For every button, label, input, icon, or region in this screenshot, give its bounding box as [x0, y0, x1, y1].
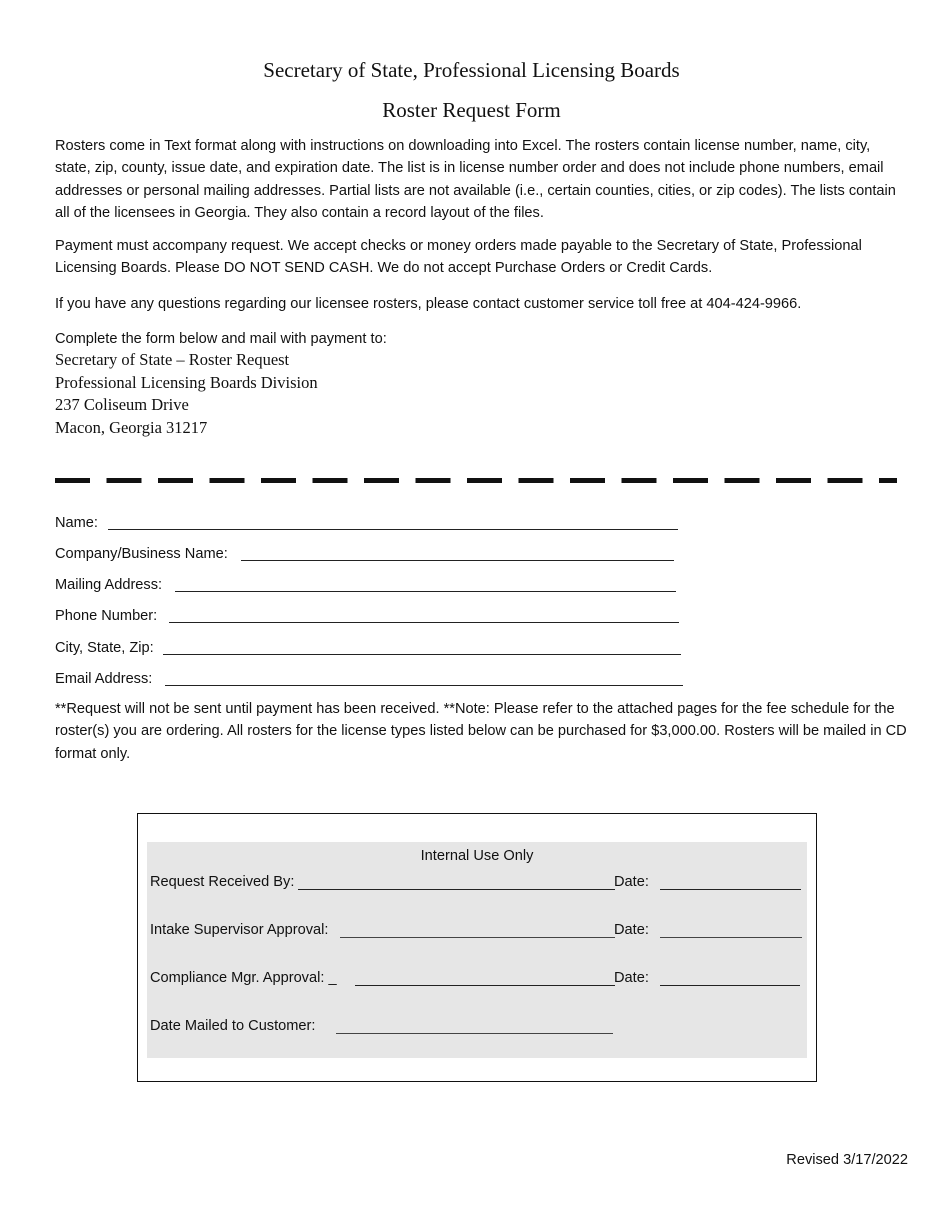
intake-approval-label: Intake Supervisor Approval:: [150, 922, 329, 938]
compliance-approval-label: Compliance Mgr. Approval: _: [150, 970, 337, 986]
intake-approval-row: [150, 920, 805, 942]
payment-note: **Request will not be sent until payment has been received. **Note: Please refer to the attached pages for the fee schedule for the roster(s) you are ordering. All rosters for the license types listed below can be purchased for $3,000.00. Rosters will be mailed in CD format only.: [55, 701, 907, 762]
request-received-label: Request Received By:: [150, 874, 295, 890]
cut-line-divider: [55, 478, 897, 483]
date-mailed-label: Date Mailed to Customer:: [150, 1018, 316, 1034]
intro-paragraph-payment: Payment must accompany request. We accept checks or money orders made payable to the Secretary of State, Professional Licensing Boards. Please DO NOT SEND CASH. We do not accept Purchase Orders or Credit Cards.: [55, 238, 862, 277]
company-label: Company/Business Name:: [55, 546, 228, 562]
compliance-approval-line[interactable]: [355, 985, 615, 986]
phone-field: [55, 606, 680, 628]
intake-date-line[interactable]: [660, 937, 802, 938]
revision-date: Revised 3/17/2022: [786, 1152, 908, 1168]
date-label: Date:: [614, 922, 649, 938]
city-state-zip-field: [55, 638, 685, 660]
mailing-address-label: Mailing Address:: [55, 577, 163, 593]
page-title: Secretary of State, Professional Licensing Boards: [263, 58, 680, 82]
mail-instruction: Complete the form below and mail with payment to:: [55, 331, 387, 347]
city-state-zip-input-line[interactable]: [163, 654, 681, 655]
intake-approval-line[interactable]: [340, 937, 615, 938]
request-received-date-line[interactable]: [660, 889, 801, 890]
address-line-3: 237 Coliseum Drive: [55, 395, 189, 415]
internal-use-box: [137, 813, 817, 1082]
email-field: [55, 669, 685, 691]
intro-paragraph-contact: If you have any questions regarding our licensee rosters, please contact customer service toll free at 404-424-9966.: [55, 296, 802, 312]
request-received-row: [150, 872, 805, 894]
name-label: Name:: [55, 515, 98, 531]
address-line-1: Secretary of State – Roster Request: [55, 350, 290, 369]
intro-paragraph-rosters: Rosters come in Text format along with instructions on downloading into Excel. The rosters contain license number, name, city, state, zip, county, issue date, and expiration date. The list is in license number order and does not include phone numbers, email addresses or personal mailing addresses. Partial lists are not available (i.e., certain counties, cities, or zip codes). The lists contain all of the licensees in Georgia. They also contain a record layout of the files.: [55, 138, 896, 221]
mailing-address-field: [55, 575, 680, 597]
phone-input-line[interactable]: [169, 622, 679, 623]
form-title: Roster Request Form: [382, 98, 561, 122]
mailing-address: [55, 349, 318, 440]
phone-label: Phone Number:: [55, 608, 158, 624]
internal-use-title: Internal Use Only: [420, 848, 534, 864]
company-input-line[interactable]: [241, 560, 674, 561]
mailing-address-input-line[interactable]: [175, 591, 676, 592]
date-label: Date:: [614, 874, 649, 890]
internal-use-panel: [147, 842, 807, 1058]
email-input-line[interactable]: [165, 685, 683, 686]
date-mailed-row: [150, 1016, 805, 1038]
compliance-approval-row: [150, 968, 805, 990]
name-input-line[interactable]: [108, 529, 678, 530]
compliance-date-line[interactable]: [660, 985, 800, 986]
request-received-line[interactable]: [298, 889, 615, 890]
email-label: Email Address:: [55, 671, 153, 687]
address-line-2: Professional Licensing Boards Division: [55, 372, 318, 392]
address-line-4: Macon, Georgia 31217: [55, 418, 208, 438]
date-label: Date:: [614, 970, 649, 986]
company-field: [55, 544, 680, 566]
date-mailed-line[interactable]: [336, 1033, 613, 1034]
name-field: [55, 513, 680, 535]
city-state-zip-label: City, State, Zip:: [55, 640, 154, 656]
